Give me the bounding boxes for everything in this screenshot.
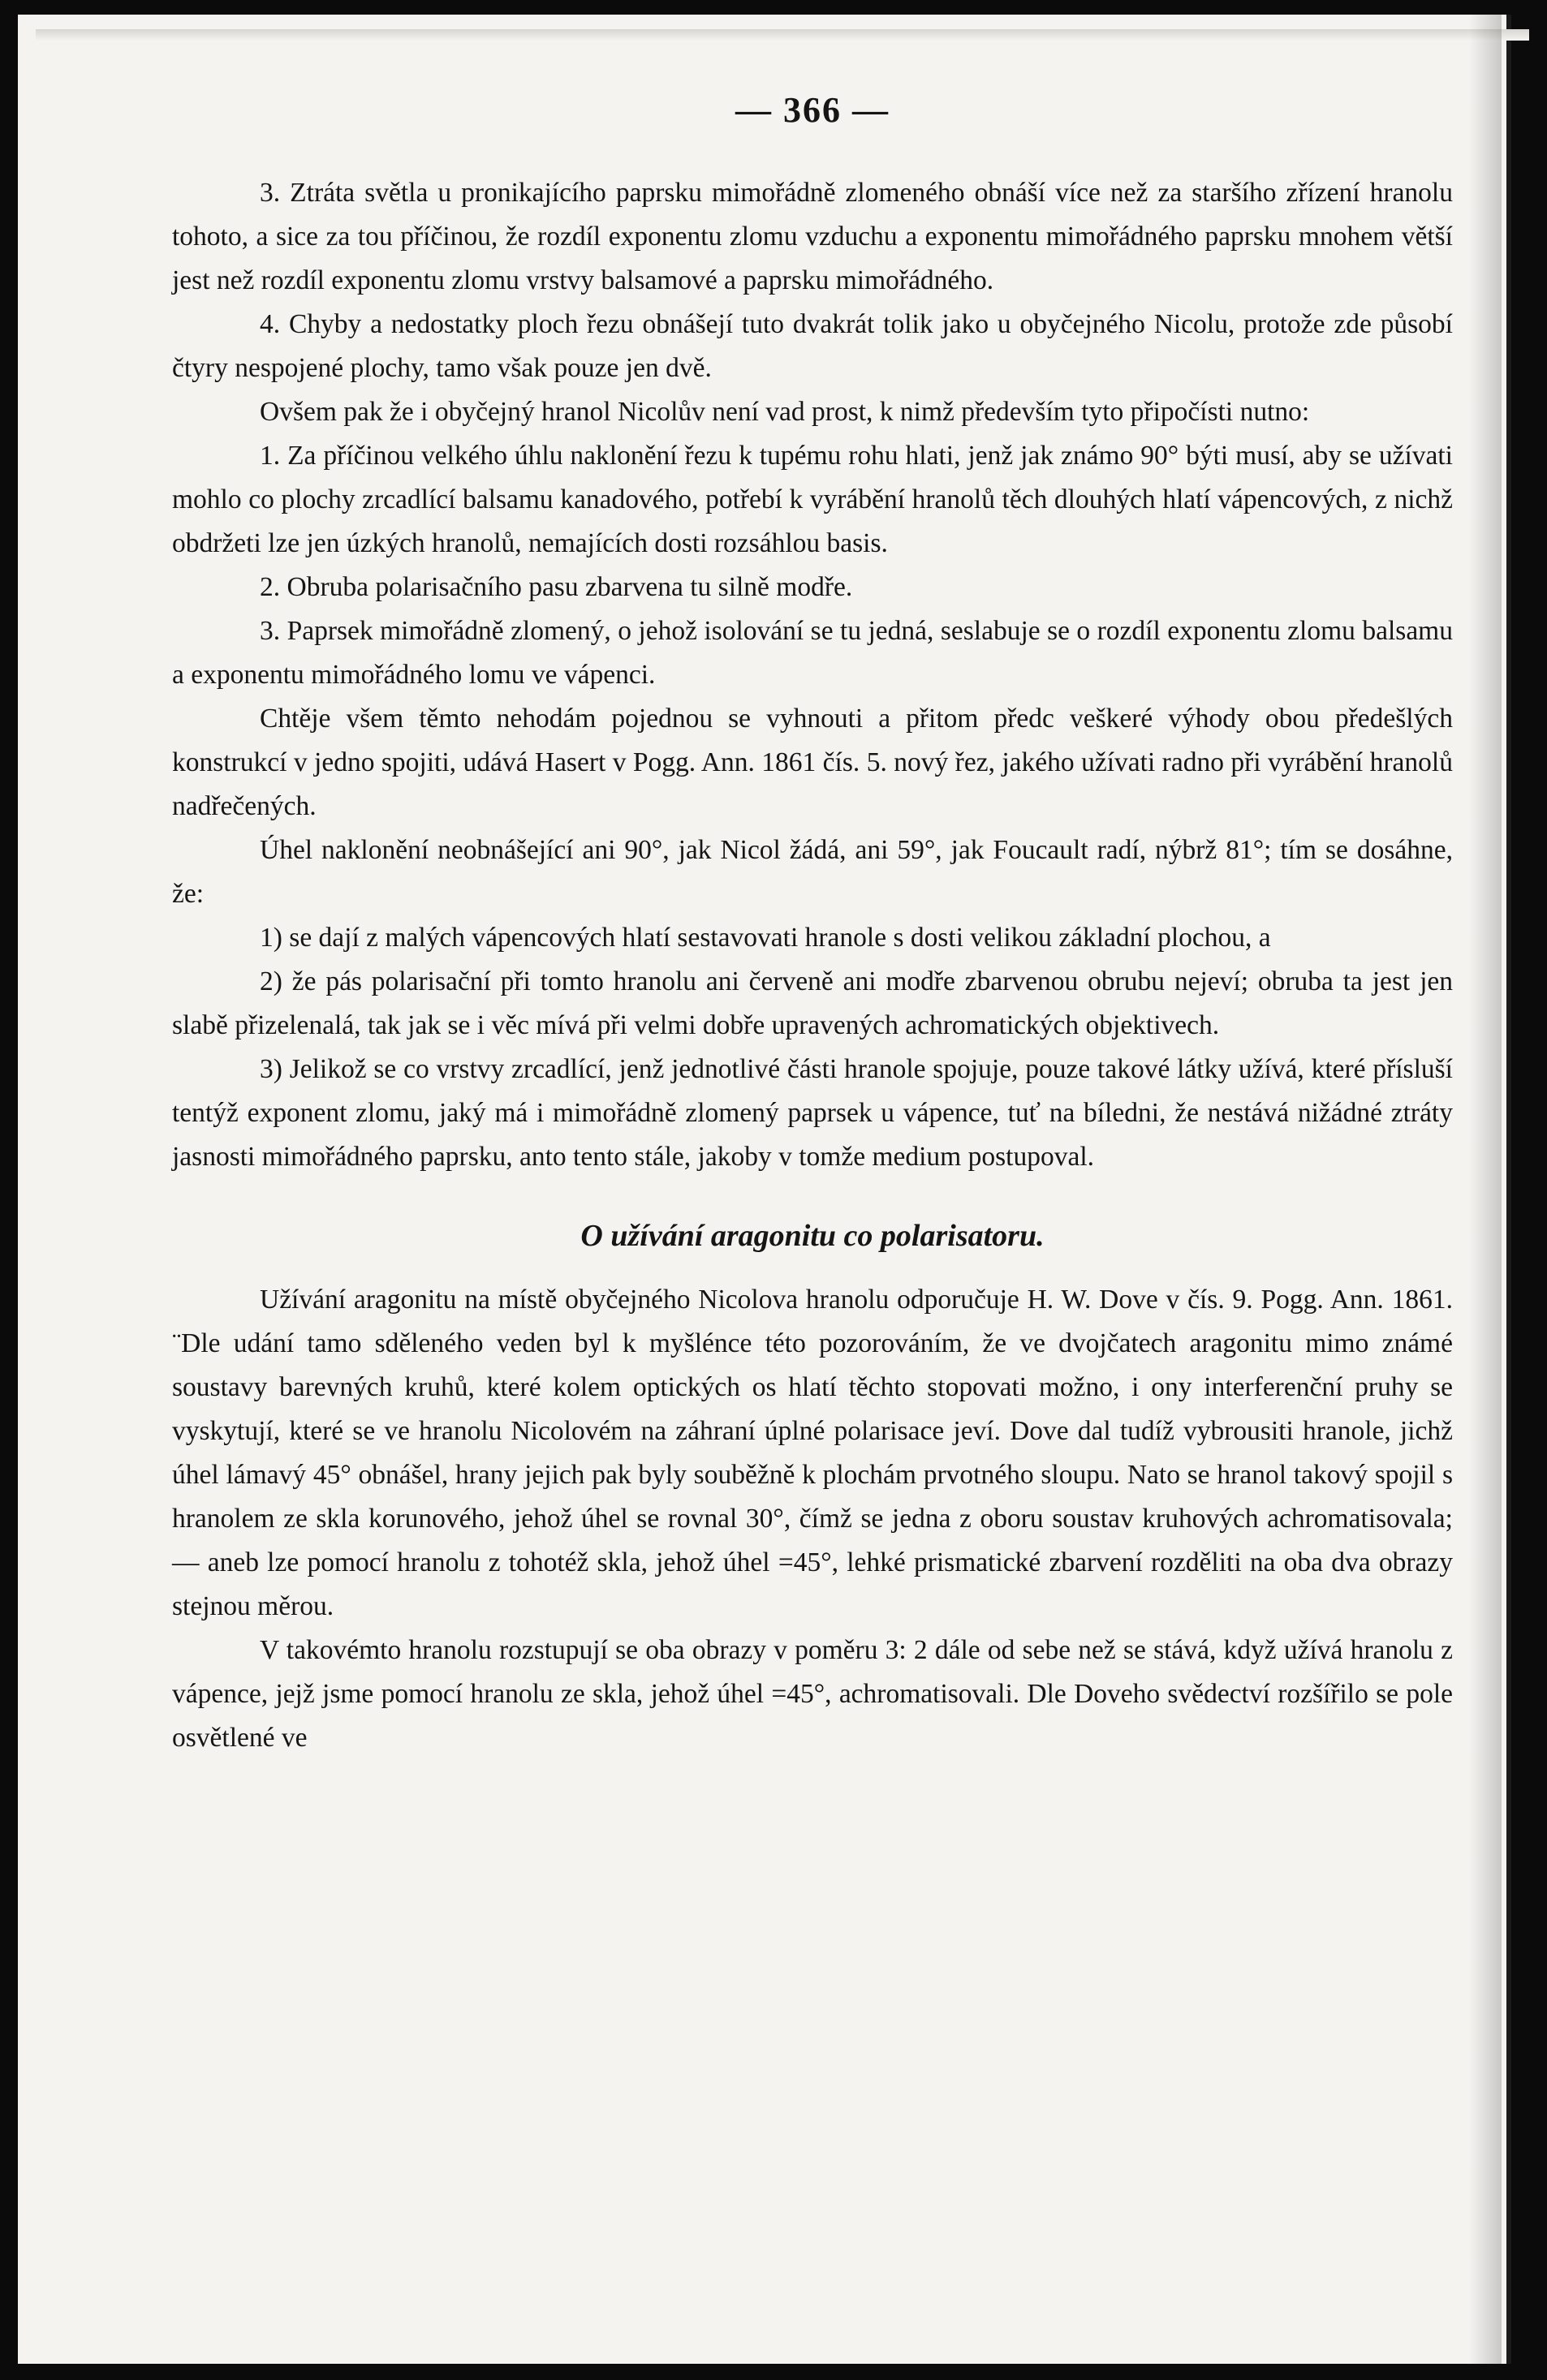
list-item-1-angle: 1. Za příčinou velkého úhlu naklonění řezu k tupému rohu hlati, jenž jak známo 90° býti musí, aby se užívati mohlo co plochy zrcadlící balsamu kanadového, potřebí k vyrábění hranolů těch dlouhých hlatí vápencových, z nichž obdržeti lze jen úzkých hranolů, nemajících dosti rozsáhlou basis. — [172, 441, 1453, 558]
list-item-3-ray: 3. Paprsek mimořádně zlomený, o jehož isolování se tu jedná, seslabuje se o rozdíl exponentu zlomu balsamu a exponentu mimořádného lomu ve vápenci. — [172, 616, 1453, 690]
paragraph-image-separation: V takovémto hranolu rozstupují se oba obrazy v poměru 3: 2 dále od sebe než se stává, když užívá hranolu z vápence, jejž jsme pomocí hranolu ze skla, jehož úhel =45°, achromatisovali. Dle Doveho svědectví rozšířilo se pole osvětlené ve — [172, 1635, 1453, 1753]
page-text — [172, 89, 1453, 1760]
list-item-3-reflecting-layer: 3) Jelikož se co vrstvy zrcadlící, jenž jednotlivé části hranole spojuje, pouze takové látky užívá, které přísluší tentýž exponent zlomu, jaký má i mimořádně zlomený paprsek u vápence, tuť na bíledni, že nestává nižádné ztráty jasnosti mimořádného paprsku, anto tento stále, jakoby v tomže medium postupoval. — [172, 1054, 1453, 1172]
list-item-1-base: 1) se dají z malých vápencových hlatí sestavovati hranole s dosti velikou základní plochou, a — [260, 923, 1271, 953]
list-item-2-polarising-band: 2) že pás polarisační při tomto hranolu ani červeně ani modře zbarvenou obrubu nejeví; obruba ta jest jen slabě přizelenalá, tak jak se i věc mívá při velmi dobře upravených achromatických objektivech. — [172, 966, 1453, 1040]
paragraph-angle-81: Úhel naklonění neobnášející ani 90°, jak Nicol žádá, ani 59°, jak Foucault radí, nýbrž 81°; tím se dosáhne, že: — [172, 835, 1453, 909]
paragraph-point-3-light-loss: 3. Ztráta světla u pronikajícího paprsku mimořádně zlomeného obnáší více než za staršího zřízení hranolu tohoto, a sice za tou příčinou, že rozdíl exponentu zlomu vzduchu a exponentu mimořádného paprsku mnohem větší jest než rozdíl exponentu zlomu vrstvy balsamové a paprsku mimořádného. — [172, 178, 1453, 295]
paragraph-hasert-construction: Chtěje všem těmto nehodám pojednou se vyhnouti a přitom předc veškeré výhody obou předešlých konstrukcí v jedno spojiti, udává Hasert v Pogg. Ann. 1861 čís. 5. nový řez, jakého užívati radno při vyrábění hranolů nadřečených. — [172, 704, 1453, 821]
page-number: — 366 — — [735, 90, 890, 130]
page-top-edge — [36, 29, 1529, 41]
paragraph-point-4-surface-defects: 4. Chyby a nedostatky ploch řezu obnášejí tuto dvakrát tolik jako u obyčejného Nicolu, protože zde působí čtyry nespojené plochy, tamo však pouze jen dvě. — [172, 309, 1453, 383]
paragraph-nicol-faults-intro: Ovšem pak že i obyčejný hranol Nicolův není vad prost, k nimž především tyto připočísti nutno: — [260, 397, 1310, 427]
list-item-2-border: 2. Obruba polarisačního pasu zbarvena tu silně modře. — [260, 572, 853, 602]
binding-shadow — [1469, 15, 1502, 2364]
paragraph-aragonite-dove: Užívání aragonitu na místě obyčejného Nicolova hranolu odporučuje H. W. Dove v čís. 9. Pogg. Ann. 1861. ¨Dle udání tamo sděleného veden byl k myšlénce této pozorováním, že ve dvojčatech aragonitu mimo známé soustavy barevných kruhů, které kolem optických os hlatí těchto stopovati možno, i ony interferenční pruhy se vyskytují, které se ve hranolu Nicolovém na záhraní úplné polarisace jeví. Dove dal tudíž vybrousiti hranole, jichž úhel lámavý 45° obnášel, hrany jejich pak byly souběžně k plochám prvotného sloupu. Nato se hranol takový spojil s hranolem ze skla korunového, jehož úhel se rovnal 30°, čímž se jedna z oboru soustav kruhových achromatisovala; — aneb lze pomocí hranolu z tohotéž skla, jehož úhel =45°, lehké prismatické zbarvení rozděliti na oba dva obrazy stejnou měrou. — [172, 1285, 1453, 1621]
section-heading-aragonite: O užívání aragonitu co polarisatoru. — [580, 1219, 1045, 1253]
